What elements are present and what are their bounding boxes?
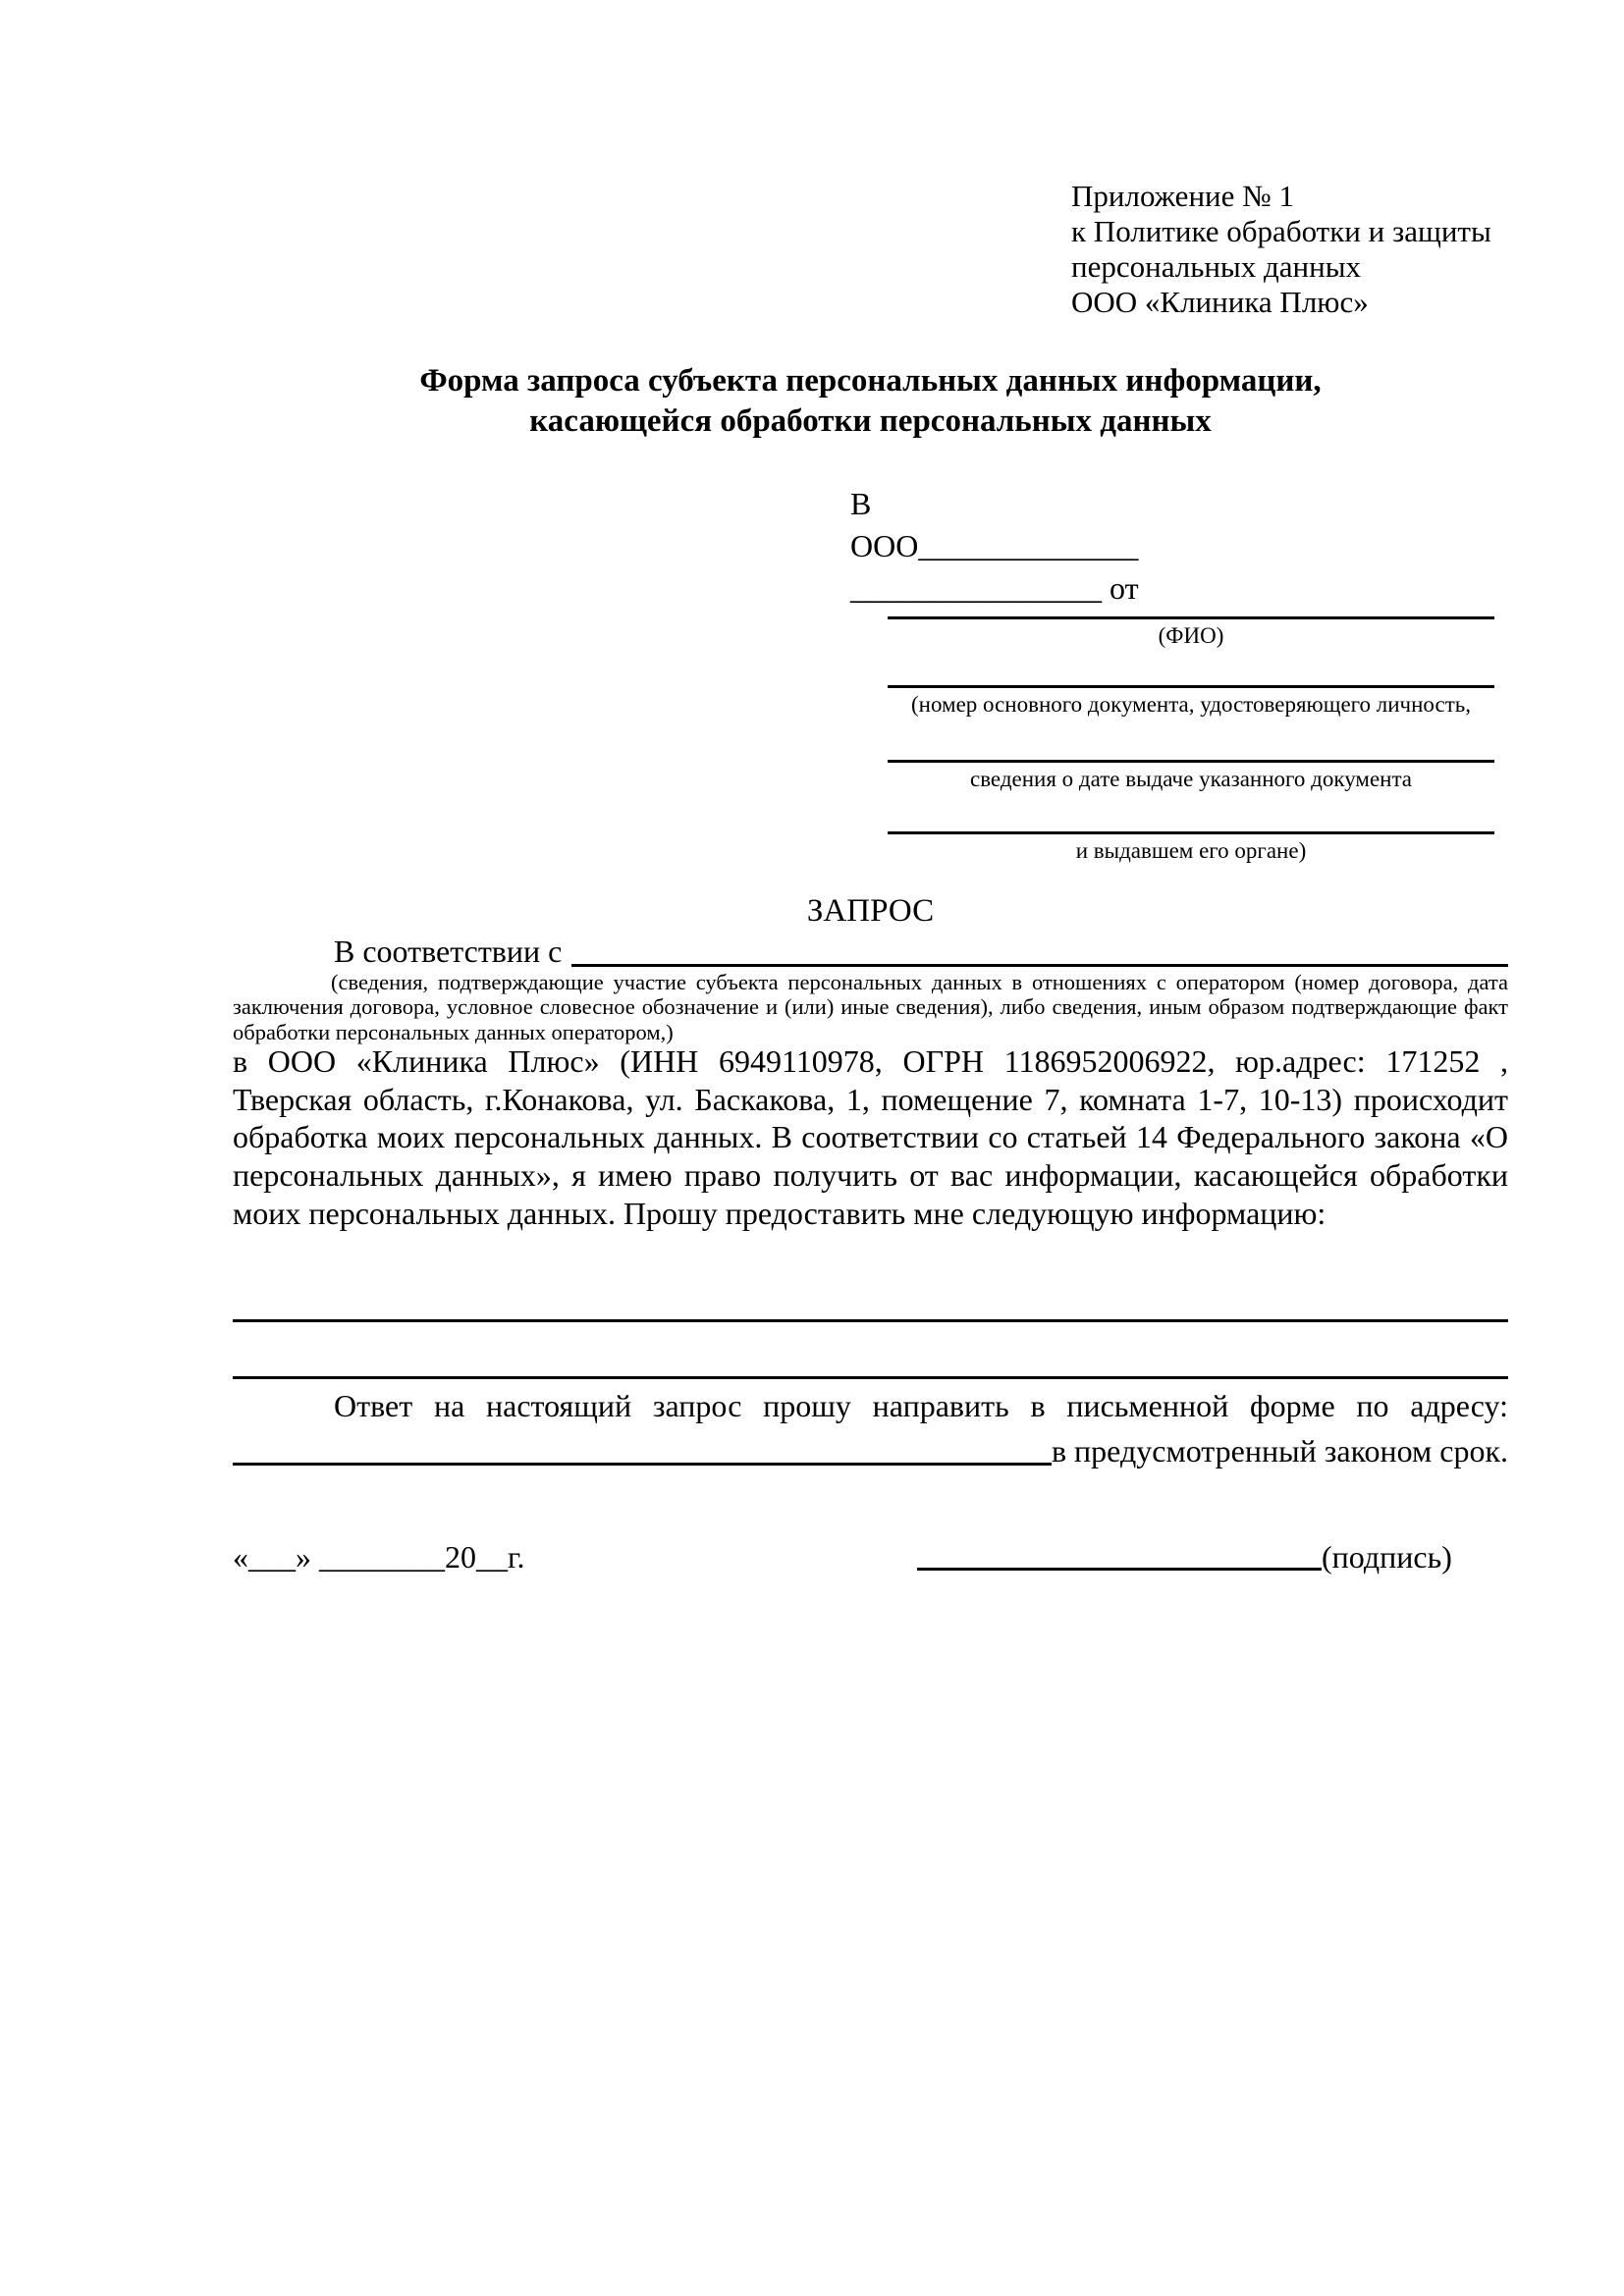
answer-line-1: Ответ на настоящий запрос прошу направить в письменной форме по адресу: bbox=[334, 1388, 1508, 1423]
appendix-line-1: Приложение № 1 bbox=[1071, 179, 1294, 213]
appendix-line-2: к Политике обработки и защиты bbox=[1071, 214, 1491, 248]
addressee-from-line: ________________ от bbox=[850, 570, 1139, 606]
answer-paragraph bbox=[233, 1386, 1508, 1470]
title-line-1: Форма запроса субъекта персональных данных информации, bbox=[419, 363, 1322, 399]
addressee-to: В bbox=[850, 486, 872, 521]
signature-block bbox=[917, 1537, 1452, 1576]
date-line: «___» ________20__г. bbox=[233, 1539, 525, 1575]
request-body: в ООО «Клиника Плюс» (ИНН 6949110978, ОГРН 1186952006922, юр.адрес: 171252 , Тверская область, г.Конакова, ул. Баскакова, 1, помещение 7, комната 1-7, 10-13) происходит обработка моих персональных данных. В соответствии со статьей 14 Федерального закона «О персональных данных», я имею право получить от вас информации, касающейся обработки моих персональных данных. Прошу предоставить мне следующую информацию: bbox=[233, 1043, 1508, 1231]
id-document-caption: (номер основного документа, удостоверяющего личность, bbox=[910, 692, 1471, 717]
appendix-line-3: персональных данных bbox=[1071, 249, 1362, 284]
intro-line bbox=[233, 931, 1508, 972]
address-blank-line bbox=[233, 1431, 1052, 1466]
appendix-line-4: ООО «Клиника Плюс» bbox=[1071, 285, 1369, 319]
answer-suffix: в предусмотренный законом срок. bbox=[1051, 1433, 1508, 1468]
addressee-block bbox=[850, 483, 1508, 864]
appendix-header bbox=[1071, 179, 1491, 320]
signature-caption: (подпись) bbox=[1322, 1539, 1452, 1575]
fio-caption: (ФИО) bbox=[1158, 623, 1224, 648]
signature-blank-line bbox=[917, 1537, 1322, 1571]
info-blank-line-2 bbox=[233, 1376, 1508, 1379]
document-title bbox=[233, 361, 1508, 442]
intro-blank-line bbox=[571, 931, 1508, 967]
info-blank-line-1 bbox=[233, 1319, 1508, 1322]
issue-date-caption: сведения о дате выдаче указанного документа bbox=[969, 767, 1413, 791]
title-line-2: касающейся обработки персональных данных bbox=[529, 403, 1212, 439]
intro-label: В соответствии с bbox=[334, 934, 563, 969]
issuing-authority-caption: и выдавшем его органе) bbox=[1075, 838, 1307, 863]
addressee-org-line: ООО______________ bbox=[850, 528, 1139, 563]
answer-line-2 bbox=[233, 1431, 1508, 1470]
legal-annotation: (сведения, подтверждающие участие субъекта персональных данных в отношениях с оператором (номер договора, дата заключения договора, условное словесное обозначение и (или) иные сведения), либо сведения, иным образом подтверждающие факт обработки персональных данных оператором,) bbox=[233, 970, 1508, 1044]
request-heading: ЗАПРОС bbox=[806, 893, 935, 929]
